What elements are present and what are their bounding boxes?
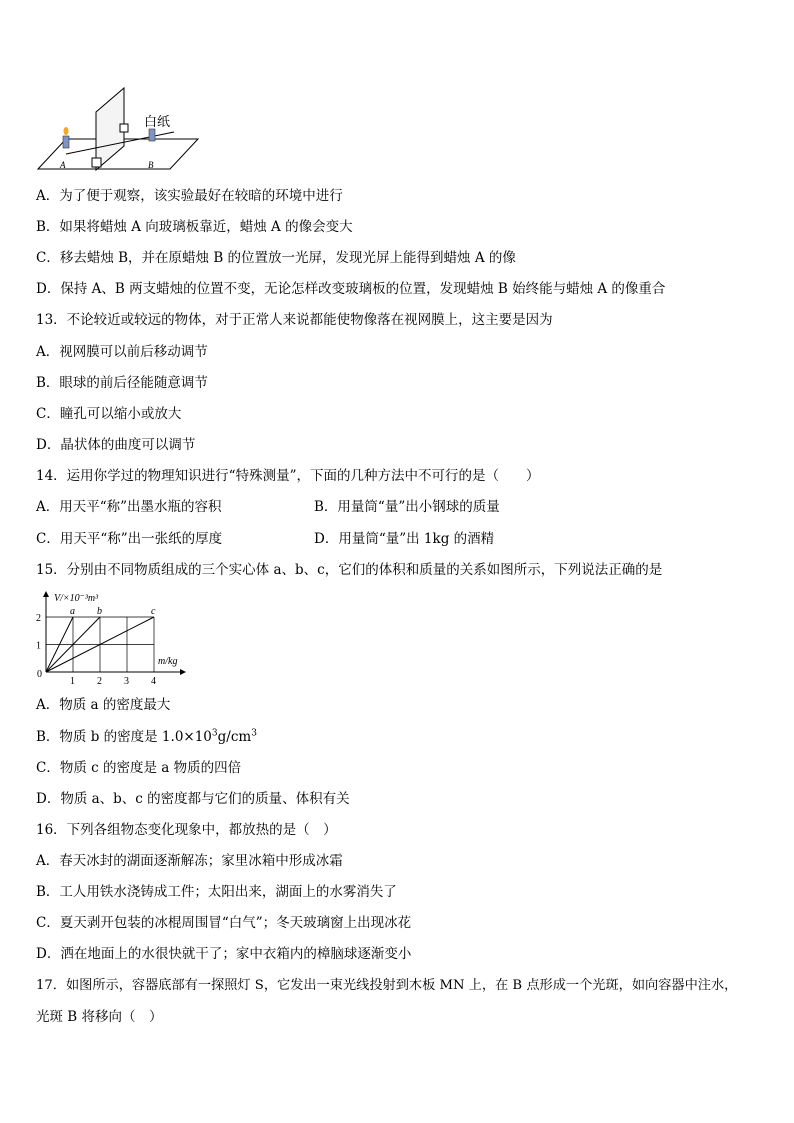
candle-b-label: B	[148, 160, 154, 170]
q16-option-d: D．洒在地面上的水很快就干了；家中衣箱内的樟脑球逐渐变小	[36, 946, 412, 962]
q15-option-c: C．物质 c 的密度是 a 物质的四倍	[36, 760, 242, 776]
q15-option-b-prefix: B．物质 b 的密度是 1.0×10	[36, 729, 212, 745]
q14-option-d: D．用量筒“量”出 1kg 的酒精	[314, 531, 495, 547]
chart-ticks	[36, 613, 156, 686]
q16-option-a: A．春天冰封的湖面逐渐解冻；家里冰箱中形成冰霜	[36, 853, 343, 869]
mirror-experiment-figure	[36, 82, 206, 174]
paper-label: 白纸	[144, 114, 171, 129]
chart-series	[46, 606, 156, 672]
x-tick-label-1: 1	[70, 676, 75, 686]
q14-option-b: B．用量筒“量”出小钢球的质量	[314, 499, 500, 515]
q12-option-b: B．如果将蜡烛 A 向玻璃板靠近，蜡烛 A 的像会变大	[36, 219, 353, 235]
q12-option-d: D．保持 A、B 两支蜡烛的位置不变，无论怎样改变玻璃板的位置，发现蜡烛 B 始终能与蜡烛 A 的像重合	[36, 281, 666, 297]
q13-option-b: B．眼球的前后径能随意调节	[36, 375, 208, 391]
q17-stem-line1: 17．如图所示，容器底部有一探照灯 S，它发出一束光线投射到木板 MN 上，在 B 点形成一个光斑，如向容器中注水，	[36, 978, 738, 993]
chart-origin-label: 0	[37, 669, 42, 680]
series-label-b: b	[97, 606, 102, 617]
candle-a-icon	[63, 136, 69, 148]
q15-option-b-exp: 3	[211, 728, 218, 739]
series-label-c: c	[151, 606, 156, 617]
volume-mass-chart	[34, 590, 194, 686]
q14-option-a: A．用天平“称”出墨水瓶的容积	[36, 499, 222, 515]
q16-stem: 16．下列各组物态变化现象中，都放热的是（ ）	[36, 822, 337, 838]
q16-option-b: B．工人用铁水浇铸成工件；太阳出来，湖面上的水雾消失了	[36, 884, 397, 900]
q17-stem-line2: 光斑 B 将移向（ ）	[36, 1009, 163, 1025]
x-tick-label-3: 3	[124, 676, 129, 686]
q13-option-d: D．晶状体的曲度可以调节	[36, 437, 196, 453]
x-tick-label-2: 2	[97, 676, 102, 686]
plate-holder	[92, 158, 101, 167]
q13-stem: 13．不论较近或较远的物体，对于正常人来说都能使物像落在视网膜上，这主要是因为	[36, 312, 553, 328]
y-axis-arrow	[43, 591, 49, 597]
chart-xlabel: m/kg	[158, 656, 178, 667]
plate-holder-top	[120, 124, 128, 132]
x-tick-label-4: 4	[151, 676, 156, 686]
q14-option-c: C．用天平“称”出一张纸的厚度	[36, 531, 223, 547]
q16-option-c: C．夏天剥开包装的冰棍周围冒“白气”；冬天玻璃窗上出现冰花	[36, 915, 412, 931]
q15-option-d: D．物质 a、b、c 的密度都与它们的质量、体积有关	[36, 791, 350, 807]
series-label-a: a	[70, 606, 75, 617]
q14-stem: 14．运用你学过的物理知识进行“特殊测量”，下面的几种方法中不可行的是（ ）	[36, 468, 540, 484]
q15-option-b-unit-exp: 3	[251, 728, 257, 739]
q15-stem: 15．分别由不同物质组成的三个实心体 a、b、c，它们的体积和质量的关系如图所示，下列说法正确的是	[36, 562, 663, 578]
candle-a-flame-icon	[64, 127, 69, 135]
q13-option-c: C．瞳孔可以缩小或放大	[36, 406, 182, 422]
q12-option-a: A．为了便于观察，该实验最好在较暗的环境中进行	[36, 188, 343, 204]
candle-a-label: A	[60, 160, 66, 170]
x-axis-arrow	[180, 669, 186, 675]
q15-option-b-unit: g/cm	[217, 729, 252, 745]
q12-option-c: C．移去蜡烛 B，并在原蜡烛 B 的位置放一光屏，发现光屏上能得到蜡烛 A 的像	[36, 250, 516, 266]
candle-b-icon	[149, 129, 155, 141]
y-tick-label-1: 1	[36, 640, 41, 652]
q15-option-a: A．物质 a 的密度最大	[36, 697, 171, 713]
q15-option-b	[36, 727, 257, 747]
chart-ylabel: V/×10⁻³m³	[54, 593, 99, 604]
y-tick-label-2: 2	[36, 613, 41, 624]
q13-option-a: A．视网膜可以前后移动调节	[36, 344, 208, 360]
